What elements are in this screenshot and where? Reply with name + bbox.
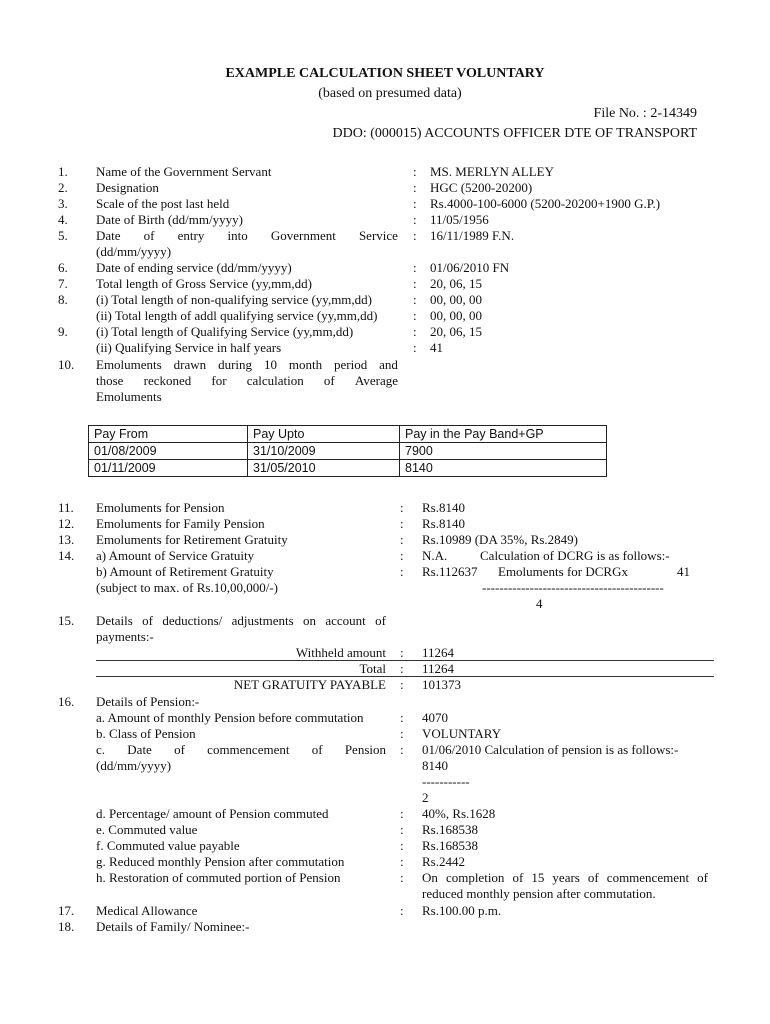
item-number: 12. xyxy=(58,516,75,531)
item-value: VOLUNTARY xyxy=(422,726,502,741)
label-word: Average xyxy=(354,373,398,388)
label-word: of xyxy=(143,228,155,243)
item-label: Emoluments for Retirement Gratuity xyxy=(96,532,288,547)
item-value: 01/06/2010 FN xyxy=(430,260,510,275)
colon-separator: : xyxy=(400,532,404,547)
colon-separator: : xyxy=(413,260,417,275)
value-word: completion xyxy=(445,870,505,885)
label-word: drawn xyxy=(173,357,207,372)
item-value: Rs.168538 xyxy=(422,822,478,837)
item-number: 5. xyxy=(58,228,68,243)
ddo-line: DDO: (000015) ACCOUNTS OFFICER DTE OF TRANSPORT xyxy=(332,126,697,141)
item-label-justified xyxy=(96,613,386,629)
colon-separator: : xyxy=(413,212,417,227)
item-value-continuation: reduced monthly pension after commutation. xyxy=(422,886,656,901)
item-value: 40%, Rs.1628 xyxy=(422,806,496,821)
dcrg-divider: ------------------------------------------ xyxy=(482,580,664,595)
label-word: and xyxy=(379,357,398,372)
item-label: Total length of Gross Service (yy,mm,dd) xyxy=(96,276,312,291)
table-cell: 8140 xyxy=(400,460,607,477)
item-value: Rs.100.00 p.m. xyxy=(422,903,502,918)
label-word: of xyxy=(323,373,335,388)
label-word: commencement xyxy=(207,742,290,757)
label-word: of xyxy=(311,742,323,757)
colon-separator: : xyxy=(400,726,404,741)
pension-calc-divider: ----------- xyxy=(422,774,470,789)
document-title: EXAMPLE CALCULATION SHEET VOLUNTARY xyxy=(225,66,545,81)
item-label-justified xyxy=(96,357,398,373)
item-label: Designation xyxy=(96,180,159,195)
item-label-continuation: (dd/mm/yyyy) xyxy=(96,758,172,773)
label-word: Service xyxy=(358,228,398,243)
item-value: 16/11/1989 F.N. xyxy=(430,228,515,243)
colon-separator: : xyxy=(413,292,417,307)
label-word: Government xyxy=(270,228,336,243)
item-label: f. Commuted value payable xyxy=(96,838,240,853)
label-word: Pension xyxy=(344,742,386,757)
table-cell: 01/08/2009 xyxy=(89,443,248,460)
label-word: calculation xyxy=(246,373,304,388)
item-label: Name of the Government Servant xyxy=(96,164,272,179)
net-gratuity-value: 101373 xyxy=(422,677,461,692)
item-value: Rs.8140 xyxy=(422,500,465,515)
item-value: Rs.2442 xyxy=(422,854,465,869)
dcrg-denominator: 4 xyxy=(536,596,543,611)
dcrg-formula-label: Emoluments for DCRGx xyxy=(498,564,628,579)
file-number: File No. : 2-14349 xyxy=(593,106,697,121)
colon-separator: : xyxy=(413,308,417,323)
colon-separator: : xyxy=(400,806,404,821)
label-word: Details xyxy=(96,613,133,628)
item-number: 15. xyxy=(58,613,75,628)
item-label: b) Amount of Retirement Gratuity xyxy=(96,564,274,579)
value-word: 15 xyxy=(531,870,545,885)
label-word: into xyxy=(227,228,248,243)
item-number: 10. xyxy=(58,357,75,372)
table-cell: 01/11/2009 xyxy=(89,460,248,477)
item-value: N.A. xyxy=(422,548,448,563)
item-label: h. Restoration of commuted portion of Pension xyxy=(96,870,341,885)
item-value: 20, 06, 15 xyxy=(430,276,482,291)
colon-separator: : xyxy=(413,340,417,355)
colon-separator: : xyxy=(400,742,404,757)
pay-table xyxy=(88,425,607,477)
item-label: a. Amount of monthly Pension before commutation xyxy=(96,710,364,725)
value-word: years xyxy=(552,870,580,885)
colon-separator: : xyxy=(413,164,417,179)
item-value: Rs.168538 xyxy=(422,838,478,853)
colon-separator: : xyxy=(400,838,404,853)
value-word: of xyxy=(587,870,599,885)
item-number: 3. xyxy=(58,196,68,211)
item-label: Details of Family/ Nominee:- xyxy=(96,919,250,934)
item-value: 01/06/2010 Calculation of pension is as follows:- xyxy=(422,742,679,757)
withheld-amount-label: Withheld amount xyxy=(295,645,386,660)
item-label: (ii) Total length of addl qualifying service (yy,mm,dd) xyxy=(96,308,378,323)
colon-separator: : xyxy=(413,228,417,243)
item-label-continuation: (dd/mm/yyyy) xyxy=(96,244,172,259)
item-label: (i) Total length of Qualifying Service (yy,mm,dd) xyxy=(96,324,354,339)
label-word: of xyxy=(375,613,386,628)
label-word: adjustments xyxy=(231,613,294,628)
value-word: of xyxy=(512,870,524,885)
label-word: during xyxy=(218,357,253,372)
item-number: 8. xyxy=(58,292,68,307)
item-value: 00, 00, 00 xyxy=(430,292,482,307)
item-number: 7. xyxy=(58,276,68,291)
pension-calc-numerator: 8140 xyxy=(422,758,448,773)
item-label-continuation: payments:- xyxy=(96,629,154,644)
item-number: 4. xyxy=(58,212,68,227)
label-word: entry xyxy=(177,228,205,243)
table-cell: 31/10/2009 xyxy=(248,443,400,460)
item-value: 41 xyxy=(430,340,443,355)
item-label-justified xyxy=(96,228,398,244)
item-number: 11. xyxy=(58,500,74,515)
item-label: Details of Pension:- xyxy=(96,694,200,709)
item-number: 18. xyxy=(58,919,75,934)
item-number: 13. xyxy=(58,532,75,547)
label-word: 10 xyxy=(263,357,277,372)
colon-separator: : xyxy=(400,564,404,579)
total-value: 11264 xyxy=(422,661,455,676)
table-header-row xyxy=(89,426,607,443)
colon-separator: : xyxy=(400,516,404,531)
colon-separator: : xyxy=(413,276,417,291)
item-label-justified xyxy=(96,373,398,389)
table-header-cell: Pay in the Pay Band+GP xyxy=(400,426,607,443)
table-row xyxy=(89,460,607,477)
value-word: commencement xyxy=(606,870,690,885)
item-value: HGC (5200-20200) xyxy=(430,180,533,195)
label-word: reckoned xyxy=(143,373,192,388)
colon-separator: : xyxy=(400,822,404,837)
item-value: 11/05/1956 xyxy=(430,212,489,227)
table-cell: 31/05/2010 xyxy=(248,460,400,477)
item-number: 1. xyxy=(58,164,68,179)
net-gratuity-label: NET GRATUITY PAYABLE xyxy=(233,677,386,692)
item-number: 16. xyxy=(58,694,75,709)
colon-separator: : xyxy=(400,854,404,869)
item-value-justified xyxy=(422,870,708,886)
item-label: Date of ending service (dd/mm/yyyy) xyxy=(96,260,292,275)
colon-separator: : xyxy=(400,903,404,918)
label-word: on xyxy=(303,613,317,628)
document-subtitle: (based on presumed data) xyxy=(318,86,462,101)
value-word: of xyxy=(697,870,708,885)
item-label: (ii) Qualifying Service in half years xyxy=(96,340,282,355)
value-word: On xyxy=(422,870,438,885)
item-label: Scale of the post last held xyxy=(96,196,230,211)
item-value: Rs.4000-100-6000 (5200-20200+1900 G.P.) xyxy=(430,196,661,211)
item-label: a) Amount of Service Gratuity xyxy=(96,548,255,563)
colon-separator: : xyxy=(400,677,404,692)
colon-separator: : xyxy=(413,324,417,339)
item-label: Date of Birth (dd/mm/yyyy) xyxy=(96,212,243,227)
label-word: deductions/ xyxy=(162,613,223,628)
colon-separator: : xyxy=(400,548,404,563)
item-number: 9. xyxy=(58,324,68,339)
table-header-cell: Pay From xyxy=(89,426,248,443)
item-value: 20, 06, 15 xyxy=(430,324,482,339)
item-label: (subject to max. of Rs.10,00,000/-) xyxy=(96,580,278,595)
item-label-continuation: Emoluments xyxy=(96,389,162,404)
withheld-amount-value: 11264 xyxy=(422,645,455,660)
label-word: c. xyxy=(96,742,106,757)
item-value: Rs.112637 xyxy=(422,564,478,579)
colon-separator: : xyxy=(400,500,404,515)
label-word: Date xyxy=(96,228,121,243)
label-word: Emoluments xyxy=(96,357,162,372)
item-label: b. Class of Pension xyxy=(96,726,196,741)
item-value: Rs.8140 xyxy=(422,516,465,531)
colon-separator: : xyxy=(400,661,404,676)
total-label: Total xyxy=(359,661,386,676)
item-number: 14. xyxy=(58,548,75,563)
table-header-cell: Pay Upto xyxy=(248,426,400,443)
item-label: g. Reduced monthly Pension after commutation xyxy=(96,854,345,869)
item-label: (i) Total length of non-qualifying service (yy,mm,dd) xyxy=(96,292,372,307)
item-label-justified xyxy=(96,742,386,758)
item-number: 6. xyxy=(58,260,68,275)
label-word: of xyxy=(142,613,153,628)
item-value: 4070 xyxy=(422,710,448,725)
item-value: MS. MERLYN ALLEY xyxy=(430,164,555,179)
dcrg-formula-multiplier: 41 xyxy=(677,564,690,579)
item-value: 00, 00, 00 xyxy=(430,308,482,323)
item-number: 2. xyxy=(58,180,68,195)
label-word: for xyxy=(211,373,227,388)
table-cell: 7900 xyxy=(400,443,607,460)
label-word: those xyxy=(96,373,124,388)
item-label: Emoluments for Family Pension xyxy=(96,516,265,531)
label-word: of xyxy=(174,742,185,757)
item-number: 17. xyxy=(58,903,75,918)
item-label: d. Percentage/ amount of Pension commuted xyxy=(96,806,329,821)
colon-separator: : xyxy=(400,710,404,725)
label-word: Date xyxy=(127,742,152,757)
item-label: Emoluments for Pension xyxy=(96,500,225,515)
label-word: period xyxy=(334,357,368,372)
item-label: e. Commuted value xyxy=(96,822,198,837)
colon-separator: : xyxy=(400,870,404,885)
colon-separator: : xyxy=(413,196,417,211)
colon-separator: : xyxy=(400,645,404,660)
colon-separator: : xyxy=(413,180,417,195)
label-word: account xyxy=(325,613,366,628)
label-word: month xyxy=(288,357,323,372)
item-value: Rs.10989 (DA 35%, Rs.2849) xyxy=(422,532,579,547)
table-row xyxy=(89,443,607,460)
pension-calc-denominator: 2 xyxy=(422,790,429,805)
dcrg-heading: Calculation of DCRG is as follows:- xyxy=(480,548,670,563)
item-label: Medical Allowance xyxy=(96,903,198,918)
